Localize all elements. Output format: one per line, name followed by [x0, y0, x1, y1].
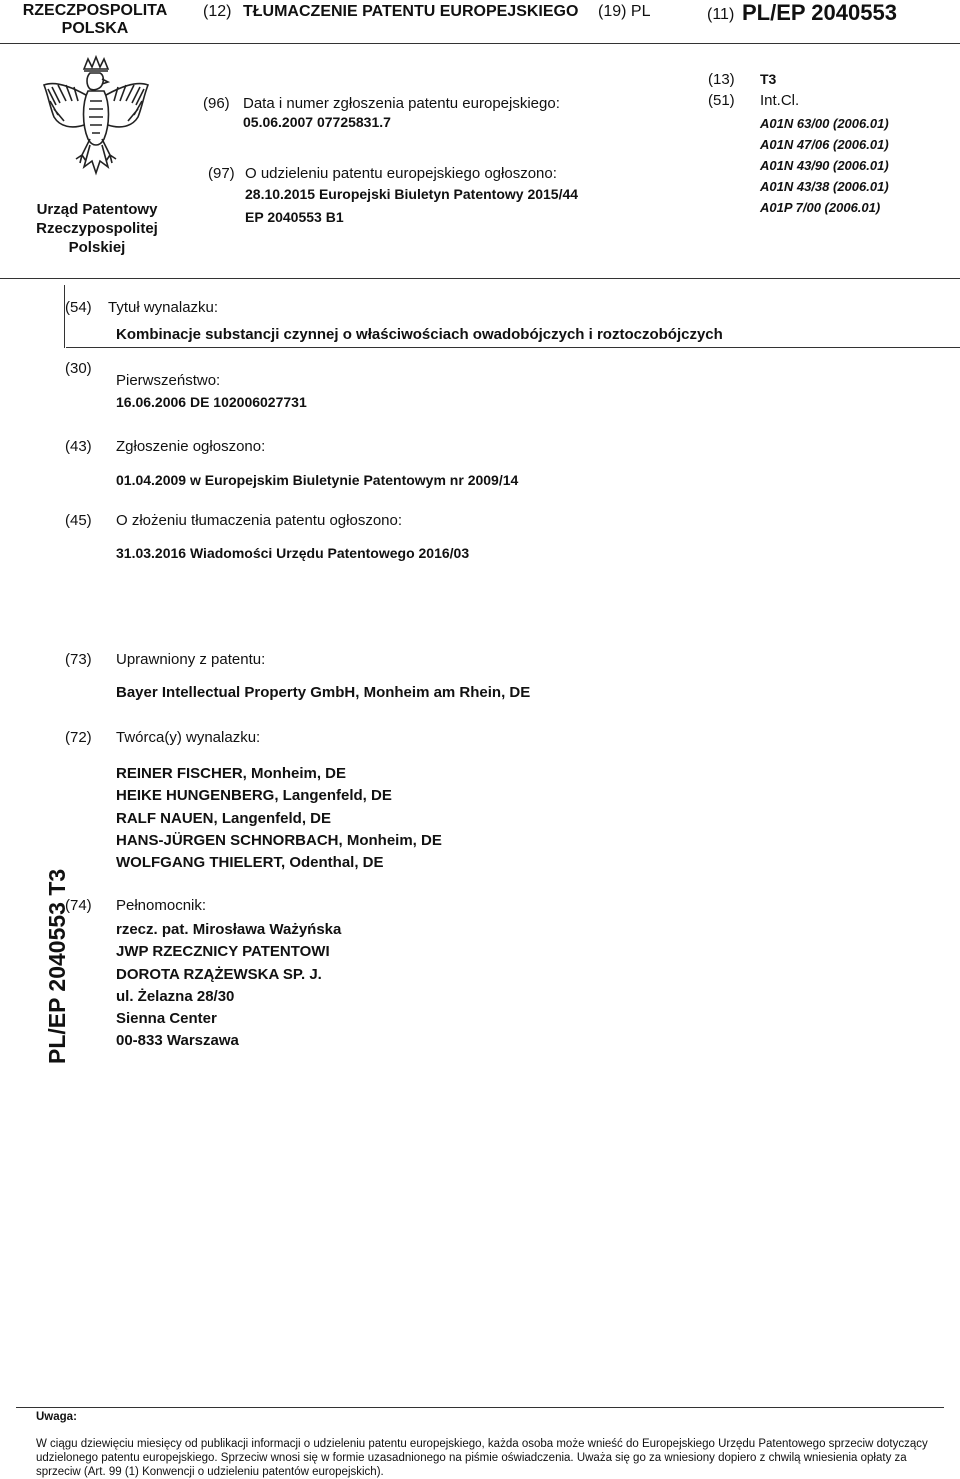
inventors-list [116, 763, 442, 874]
translation-filed-label: O złożeniu tłumaczenia patentu ogłoszono: [116, 512, 403, 529]
inid-96: (96) [203, 95, 230, 112]
inid-12: (12) [203, 3, 232, 20]
inid-97: (97) [208, 165, 235, 182]
inid-72: (72) [65, 729, 92, 746]
inid-30: (30) [65, 360, 92, 377]
kind-code: T3 [760, 71, 777, 87]
value-97-line-2: EP 2040553 B1 [245, 209, 344, 225]
office-line-2: Rzeczypospolitej [36, 220, 158, 237]
note-text: W ciągu dziewięciu miesięcy od publikacji informacji o udzieleniu patentu europejskiego, każda osoba może wnieść do Europejskiego Urzędu Patentowego sprzeciw dotyczący udzielonego patentu europejskiego. Sprzeciw wnosi się w formie uzasadnionego na piśmie oświadczenia. Uważa się go za wniesiony dopiero z chwilą wniesienia opłaty za sprzeciw (Art. 99 (1) Konwencji o udzieleniu patentów europejskich). [36, 1438, 928, 1478]
inid-19: (19) PL [598, 3, 651, 20]
document-type: TŁUMACZENIE PATENTU EUROPEJSKIEGO [243, 3, 579, 20]
attorney-line: 00-833 Warszawa [116, 1032, 239, 1050]
side-publication-code: PL/EP 2040553 T3 [44, 868, 70, 1064]
inventor-name: HANS-JÜRGEN SCHNORBACH, Monheim, DE [116, 831, 442, 849]
attorney-line: rzecz. pat. Mirosława Ważyńska [116, 921, 342, 938]
int-cl-list [760, 113, 889, 218]
note-title: Uwaga: [36, 1411, 77, 1423]
priority-value: 16.06.2006 DE 102006027731 [116, 394, 307, 410]
country-line-2: POLSKA [61, 20, 129, 37]
invention-title: Kombinacje substancji czynnej o właściwościach owadobójczych i roztoczobójczych [116, 326, 723, 343]
int-cl-item: A01N 43/38 (2006.01) [760, 179, 889, 194]
inid-13: (13) [708, 71, 735, 88]
inventor-name: HEIKE HUNGENBERG, Langenfeld, DE [116, 787, 392, 805]
inventor-name: RALF NAUEN, Langenfeld, DE [116, 809, 332, 827]
attorney-line: JWP RZECZNICY PATENTOWI [116, 943, 330, 961]
inid-51: (51) [708, 92, 735, 109]
attorney-details [116, 919, 341, 1053]
title-divider [66, 347, 960, 348]
bibliographic-divider [0, 278, 960, 279]
title-left-border [64, 285, 65, 348]
value-96: 05.06.2007 07725831.7 [243, 114, 391, 130]
title-label: Tytuł wynalazku: [108, 299, 219, 316]
label-97: O udzieleniu patentu europejskiego ogłoszono: [245, 165, 557, 182]
proprietor-label: Uprawniony z patentu: [116, 651, 266, 668]
application-published-label: Zgłoszenie ogłoszono: [116, 438, 266, 455]
country-line-1: RZECZPOSPOLITA [22, 2, 168, 19]
inid-11: (11) [707, 6, 735, 23]
country-name [10, 2, 180, 38]
inventor-name: REINER FISCHER, Monheim, DE [116, 765, 347, 782]
office-name [18, 200, 176, 257]
attorney-label: Pełnomocnik: [116, 897, 207, 914]
header-divider [0, 43, 960, 44]
value-97-line-1: 28.10.2015 Europejski Biuletyn Patentowy 2015/44 [245, 186, 579, 202]
priority-label: Pierwszeństwo: [116, 372, 221, 389]
attorney-line: DOROTA RZĄŻEWSKA SP. J. [116, 965, 322, 983]
label-96: Data i numer zgłoszenia patentu europejskiego: [243, 95, 560, 112]
attorney-line: Sienna Center [116, 1010, 217, 1028]
inid-73: (73) [65, 651, 92, 668]
polish-eagle-emblem-icon [38, 55, 154, 185]
translation-filed-value: 31.03.2016 Wiadomości Urzędu Patentowego 2016/03 [116, 545, 470, 561]
office-line-3: Polskiej [68, 239, 126, 256]
proprietor-value: Bayer Intellectual Property GmbH, Monheim am Rhein, DE [116, 684, 531, 701]
inventors-label: Twórca(y) wynalazku: [116, 729, 261, 746]
int-cl-item: A01N 63/00 (2006.01) [760, 116, 889, 131]
inventor-name: WOLFGANG THIELERT, Odenthal, DE [116, 854, 384, 872]
inid-43: (43) [65, 438, 92, 455]
int-cl-item: A01N 47/06 (2006.01) [760, 137, 889, 152]
inid-74: (74) [65, 897, 92, 914]
office-line-1: Urząd Patentowy [36, 201, 158, 218]
publication-number: PL/EP 2040553 [742, 0, 897, 25]
int-cl-label: Int.Cl. [760, 92, 800, 109]
inid-54: (54) [65, 299, 92, 316]
inid-45: (45) [65, 512, 92, 529]
int-cl-item: A01P 7/00 (2006.01) [760, 200, 881, 215]
attorney-line: ul. Żelazna 28/30 [116, 987, 235, 1005]
application-published-value: 01.04.2009 w Europejskim Biuletynie Patentowym nr 2009/14 [116, 472, 519, 488]
footer-divider [16, 1407, 944, 1408]
int-cl-item: A01N 43/90 (2006.01) [760, 158, 889, 173]
